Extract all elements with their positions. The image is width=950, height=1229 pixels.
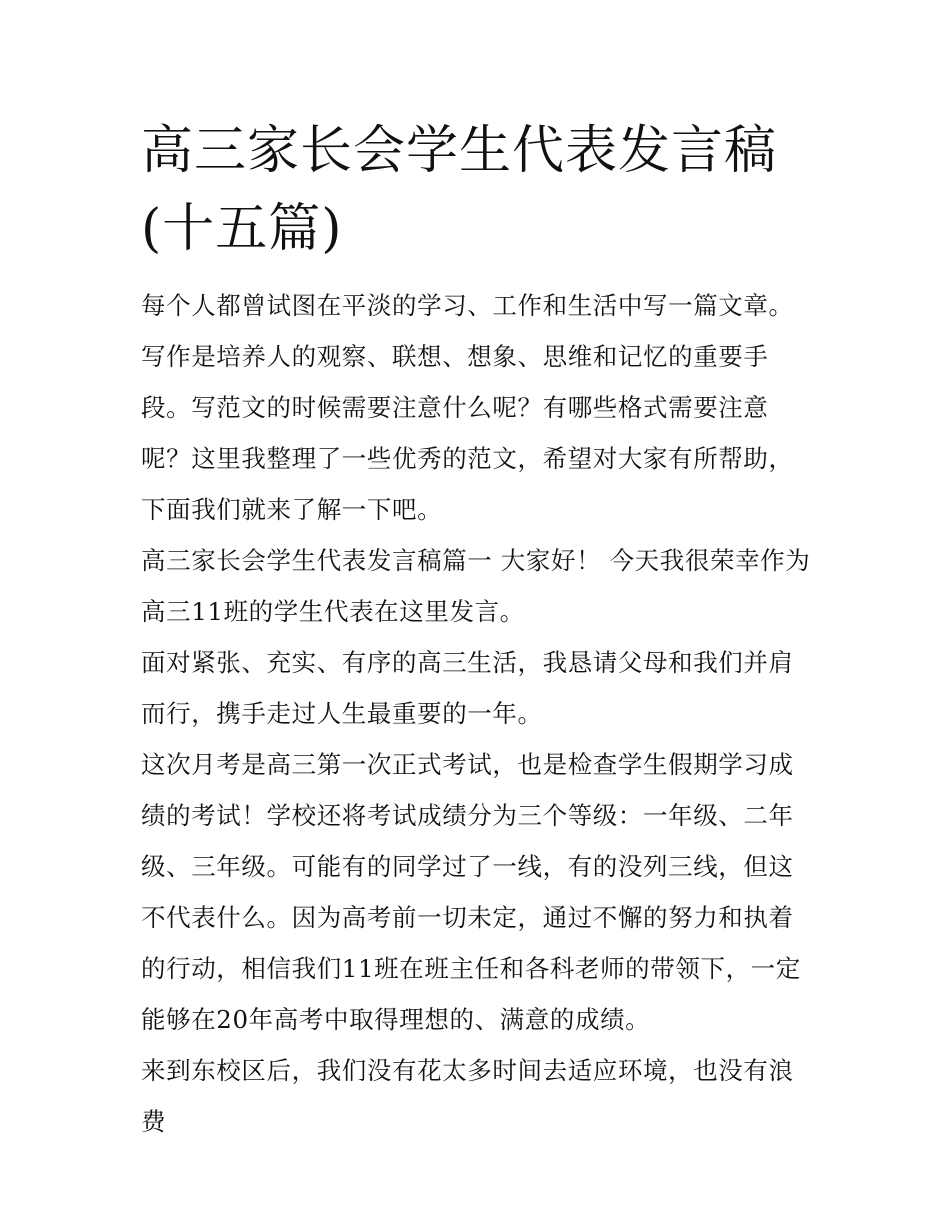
- senior-year-paragraph: 面对紧张、充实、有序的高三生活，我恳请父母和我们并肩而行，携手走过人生最重要的一年。: [141, 648, 794, 728]
- east-campus-paragraph: 来到东校区后，我们没有花太多时间去适应环境，也没有浪费: [141, 1056, 794, 1136]
- speech-opening-paragraph: 高三家长会学生代表发言稿篇一 大家好！ 今天我很荣幸作为高三11班的学生代表在这里发言。: [141, 546, 811, 626]
- document-title: 高三家长会学生代表发言稿(十五篇): [141, 121, 778, 259]
- document-page: [141, 112, 813, 1147]
- intro-paragraph: 每个人都曾试图在平淡的学习、工作和生活中写一篇文章。写作是培养人的观察、联想、想象、思维和记忆的重要手段。写范文的时候需要注意什么呢？有哪些格式需要注意呢？这里我整理了一些优秀的范文，希望对大家有所帮助，下面我们就来了解一下吧。: [141, 291, 794, 524]
- monthly-exam-paragraph: 这次月考是高三第一次正式考试，也是检查学生假期学习成绩的考试！学校还将考试成绩分为三个等级：一年级、二年级、三年级。可能有的同学过了一线，有的没列三线，但这不代表什么。因为高考前一切未定，通过不懈的努力和执着的行动，相信我们11班在班主任和各科老师的带领下，一定能够在20年高考中取得理想的、满意的成绩。: [141, 750, 801, 1034]
